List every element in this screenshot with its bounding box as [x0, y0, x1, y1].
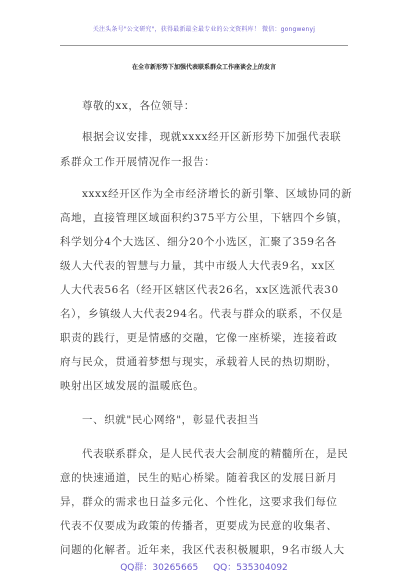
paragraph-line: 高地，直接管理区域面积约375平方公里，下辖四个乡镇， — [60, 212, 349, 224]
paragraph-line: 人大代表56名（经开区辖区代表26名，xx区选派代表30 — [60, 284, 339, 296]
paragraph-line: xxxx经开区作为全市经济增长的新引擎、区域协同的新 — [82, 188, 353, 200]
paragraph-line: 映射出区域发展的温暖底色。 — [60, 380, 205, 392]
paragraph-line: 级人大代表的智慧与力量，其中市级人大代表9名，xx区 — [60, 260, 336, 272]
paragraph-line: 代表不仅要成为政策的传播者，更要成为民意的收集者、 — [60, 520, 338, 532]
header-banner: 关注头条号"公文研究"，获得最新最全最专业的公文资料库！ 微信：gongwenyj — [92, 26, 316, 33]
paragraph-line: 府与民众，贯通着梦想与现实，承载着人民的热切期盼， — [60, 356, 338, 368]
salutation: 尊敬的xx，各位领导： — [82, 100, 195, 112]
paragraph-line: 科学划分4个大选区、细分20个小选区，汇聚了359名各 — [60, 236, 337, 248]
footer-contact — [0, 560, 408, 573]
paragraph-line: 系群众工作开展情况作一报告： — [60, 156, 216, 168]
footer-qq-group: QQ群：30265665 — [120, 563, 199, 573]
paragraph-line: 代表联系群众，是人民代表大会制度的精髓所在，是民 — [82, 448, 349, 460]
document-title: 在全市新形势下加强代表联系群众工作座谈会上的发言 — [131, 64, 276, 71]
paragraph-line: 意的快速通道，民生的贴心桥梁。随着我区的发展日新月 — [60, 472, 338, 484]
section-heading: 一、织就"民心网络"，彰显代表担当 — [82, 414, 260, 426]
paragraph-line: 异，群众的需求也日益多元化、个性化，这要求我们每位 — [60, 496, 338, 508]
paragraph-line: 名），乡镇级人大代表294名。代表与群众的联系，不仅是 — [60, 308, 343, 320]
paragraph-line: 问题的化解者。近年来，我区代表积极履职，9名市级人大 — [60, 544, 345, 556]
paragraph-line: 职责的践行，更是情感的交融，它像一座桥梁，连接着政 — [60, 332, 338, 344]
header-divider — [60, 45, 348, 46]
paragraph-line: 根据会议安排，现就xxxx经开区新形势下加强代表联 — [82, 131, 342, 143]
footer-qq: QQ：535304092 — [213, 563, 288, 573]
